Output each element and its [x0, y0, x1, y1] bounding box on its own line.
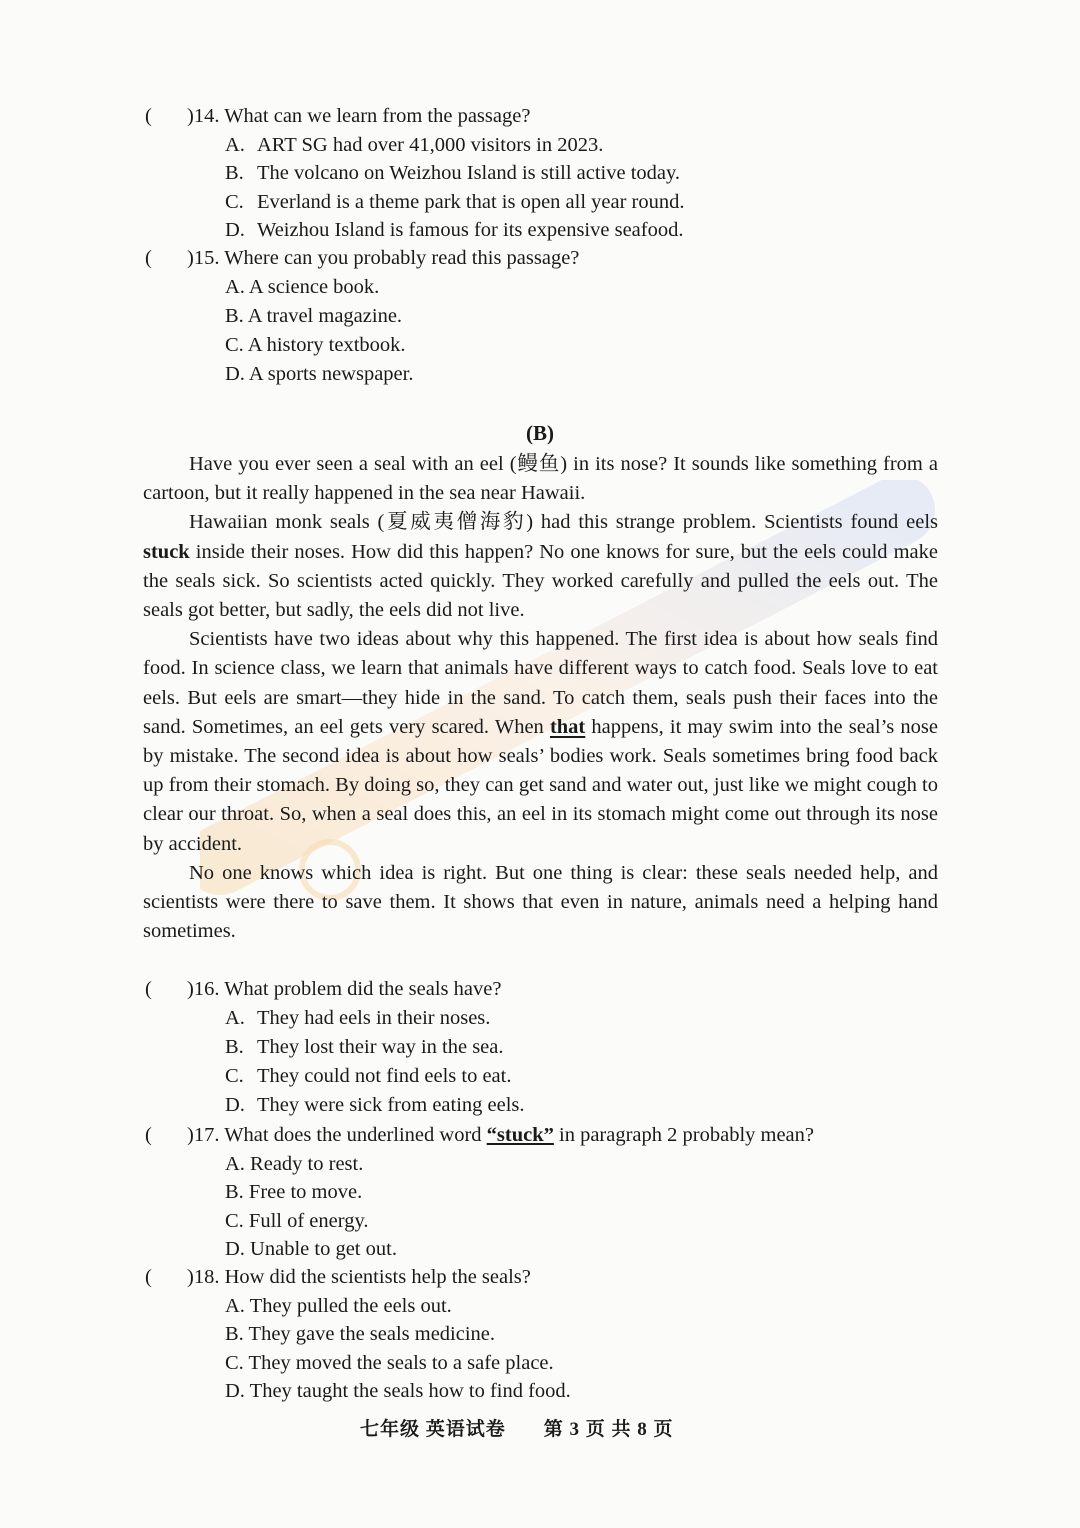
option-a: A. They had eels in their noses.: [225, 1007, 491, 1029]
option-c: C. A history textbook.: [225, 334, 406, 356]
option-b: B. Free to move.: [225, 1181, 363, 1203]
option-a: A. They pulled the eels out.: [225, 1294, 452, 1317]
footer-page-number: 第 3 页 共 8 页: [543, 1419, 674, 1440]
question-text: )17. What does the underlined word “stuck” in paragraph 2 probably mean?: [187, 1124, 815, 1146]
question-17: [145, 1121, 945, 1260]
question-18-stem: [145, 1263, 945, 1292]
question-17-stem: [145, 1121, 945, 1150]
option-d: D. Weizhou Island is famous for its expensive seafood.: [225, 219, 684, 241]
keyword-stuck: stuck: [143, 540, 190, 563]
answer-paren: (: [145, 1124, 152, 1146]
option-a: A. A science book.: [225, 276, 380, 298]
question-15: [145, 244, 945, 385]
option-d: D. They were sick from eating eels.: [225, 1094, 525, 1116]
underlined-word-that: that: [549, 715, 586, 738]
answer-paren: (: [145, 1266, 152, 1288]
question-16-stem: [145, 975, 945, 1004]
option-d: D. A sports newspaper.: [225, 363, 414, 385]
question-16: [145, 975, 945, 1116]
question-text: )15. Where can you probably read this passage?: [187, 247, 580, 269]
question-14: [145, 102, 945, 241]
option-b: B. A travel magazine.: [225, 305, 403, 327]
question-text: )14. What can we learn from the passage?: [187, 105, 531, 127]
answer-paren: (: [145, 105, 152, 127]
option-b: B. They gave the seals medicine.: [225, 1323, 496, 1345]
answer-paren: (: [145, 978, 152, 1000]
answer-paren: (: [145, 247, 152, 269]
question-text: )18. How did the scientists help the seals?: [187, 1266, 531, 1288]
question-18: [145, 1263, 945, 1402]
option-b: B. They lost their way in the sea.: [225, 1036, 504, 1058]
question-14-stem: [145, 102, 945, 131]
paragraph-2: Hawaiian monk seals (夏威夷僧海豹) had this strange problem. Scientists found eels stuck inside their noses. How did this happen? No one knows for sure, but the eels could make the seals sick. So scientists acted quickly. They worked carefully and pulled the eels out. The seals got better, but sadly, the eels did not live.: [143, 511, 938, 622]
question-15-stem: [145, 244, 945, 273]
option-a: A. ART SG had over 41,000 visitors in 2023.: [225, 133, 604, 156]
paragraph-1: Have you ever seen a seal with an eel (鳗鱼) in its nose? It sounds like something from a cartoon, but it really happened in the sea near Hawaii.: [143, 453, 938, 505]
question-text: )16. What problem did the seals have?: [187, 978, 502, 1000]
footer-subject: 七年级 英语试卷: [360, 1419, 506, 1440]
underlined-word-stuck: “stuck”: [486, 1124, 554, 1146]
option-c: C. They could not find eels to eat.: [225, 1065, 512, 1087]
option-a: A. Ready to rest.: [225, 1152, 364, 1175]
option-d: D. Unable to get out.: [225, 1238, 397, 1260]
option-d: D. They taught the seals how to find food.: [225, 1380, 571, 1402]
option-c: C. Full of energy.: [225, 1209, 369, 1232]
paragraph-3: Scientists have two ideas about why this happened. The first idea is about how seals find food. In science class, we learn that animals have different ways to catch food. Seals love to eat eels. But eels are smart—they hide in the sand. To catch them, seals push their faces into the sand. Sometimes, an eel gets very scared. When that happens, it may swim into the seal’s nose by mistake. The second idea is about how seals’ bodies work. Seals sometimes bring food back up from their stomach. By doing so, they can get sand and water out, just like we might cough to clear our throat. So, when a seal does this, an eel in its stomach might come out through its nose by accident.: [143, 628, 938, 855]
page-footer: [360, 1414, 712, 1441]
option-c: C. They moved the seals to a safe place.: [225, 1351, 554, 1374]
option-b: B. The volcano on Weizhou Island is still active today.: [225, 162, 681, 184]
paragraph-4: No one knows which idea is right. But one thing is clear: these seals needed help, and scientists were there to save them. It shows that even in nature, animals need a helping hand sometimes.: [143, 861, 938, 943]
reading-passage: [143, 450, 938, 946]
option-c: C. Everland is a theme park that is open all year round.: [225, 190, 685, 213]
section-title: (B): [526, 421, 554, 445]
